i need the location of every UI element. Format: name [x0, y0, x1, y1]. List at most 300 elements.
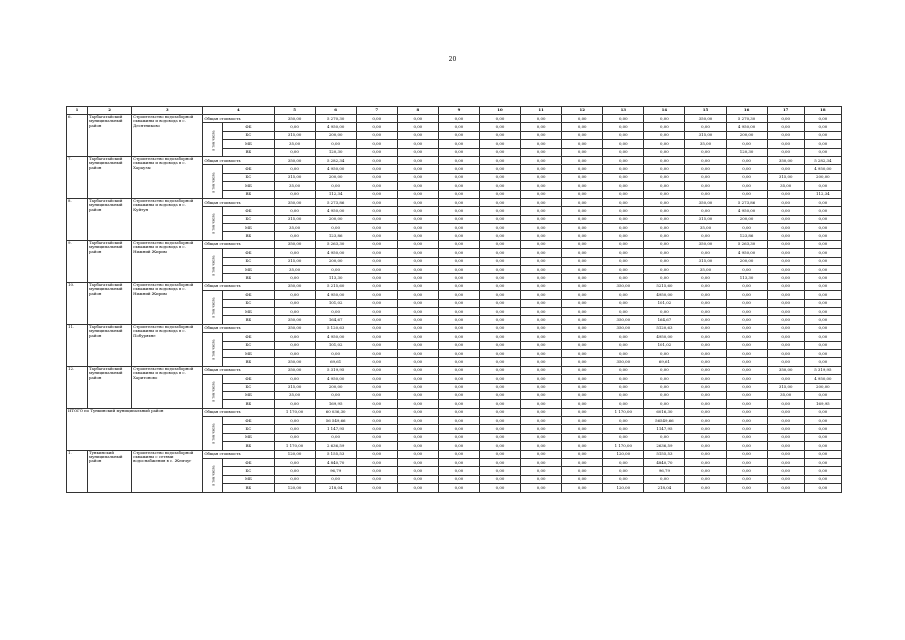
value-cell: 0,00	[767, 349, 804, 357]
district-name: Тарбагатайский муниципальный район	[88, 366, 132, 408]
value-cell: 0,00	[603, 224, 644, 232]
value-cell: 0,00	[644, 240, 685, 248]
value-cell: 0,00	[438, 467, 479, 475]
funding-source: БС	[223, 131, 274, 139]
project-name: Строительство водозаборной скважины с сетями водоснабжения в с. Жемчуг	[132, 450, 203, 492]
funding-source: ВБ	[223, 358, 274, 366]
value-cell: 0,00	[726, 433, 767, 441]
value-cell: 0,00	[397, 408, 438, 416]
value-cell: 0,00	[603, 140, 644, 148]
value-cell: 0,00	[562, 484, 603, 492]
value-cell: 1 170,00	[603, 442, 644, 450]
value-cell: 1147,95	[644, 425, 685, 433]
value-cell: 0,00	[315, 391, 356, 399]
value-cell: 0,00	[479, 131, 520, 139]
value-cell: 0,00	[603, 341, 644, 349]
value-cell: 0,00	[685, 366, 726, 374]
value-cell: 0,00	[644, 232, 685, 240]
value-cell: 0,00	[685, 316, 726, 324]
value-cell: 0,00	[479, 249, 520, 257]
value-cell: 0,00	[685, 400, 726, 408]
value-cell: 0,00	[644, 182, 685, 190]
value-cell: 0,00	[397, 115, 438, 123]
value-cell: 0,00	[685, 232, 726, 240]
value-cell: 123,86	[315, 232, 356, 240]
value-cell: 0,00	[438, 156, 479, 164]
value-cell: 0,00	[804, 274, 841, 282]
funding-source: ВБ	[223, 148, 274, 156]
value-cell: 0,00	[397, 148, 438, 156]
funding-source: ВБ	[223, 232, 274, 240]
value-cell: 0,00	[562, 173, 603, 181]
value-cell: 0,00	[356, 467, 397, 475]
value-cell: 0,00	[438, 391, 479, 399]
value-cell: 0,00	[804, 249, 841, 257]
value-cell: 0,00	[804, 349, 841, 357]
value-cell: 0,00	[767, 417, 804, 425]
value-cell: 0,00	[767, 400, 804, 408]
value-cell: 0,00	[562, 417, 603, 425]
value-cell: 0,00	[603, 375, 644, 383]
value-cell: 0,00	[479, 224, 520, 232]
value-cell: 200,00	[726, 215, 767, 223]
value-cell: 0,00	[438, 366, 479, 374]
value-cell: 0,00	[562, 291, 603, 299]
value-cell: 0,00	[603, 257, 644, 265]
value-cell: 0,00	[438, 282, 479, 290]
value-cell: 0,00	[685, 291, 726, 299]
value-cell: 0,00	[438, 299, 479, 307]
value-cell: 101,02	[315, 341, 356, 349]
value-cell: 0,00	[521, 182, 562, 190]
value-cell: 0,00	[521, 173, 562, 181]
value-cell: 0,00	[644, 207, 685, 215]
value-cell: 315,00	[274, 131, 315, 139]
value-cell: 0,00	[479, 341, 520, 349]
value-cell: 0,00	[521, 450, 562, 458]
column-header: 16	[726, 107, 767, 115]
value-cell: 0,00	[521, 190, 562, 198]
value-cell: 0,00	[804, 408, 841, 416]
value-cell: 0,00	[397, 324, 438, 332]
value-cell: 0,00	[726, 299, 767, 307]
value-cell: 0,00	[562, 450, 603, 458]
value-cell: 0,00	[603, 349, 644, 357]
value-cell: 0,00	[562, 316, 603, 324]
value-cell: 200,00	[726, 131, 767, 139]
value-cell: 0,00	[644, 366, 685, 374]
value-cell: 0,00	[804, 131, 841, 139]
value-cell: 0,00	[603, 383, 644, 391]
value-cell: 0,00	[767, 459, 804, 467]
value-cell: 0,00	[603, 467, 644, 475]
value-cell: 0,00	[521, 249, 562, 257]
value-cell: 5215,60	[644, 282, 685, 290]
value-cell: 0,00	[479, 324, 520, 332]
value-cell: 0,00	[726, 182, 767, 190]
value-cell: 0,00	[274, 333, 315, 341]
value-cell: 0,00	[767, 123, 804, 131]
split-label: в том числе:	[203, 417, 223, 451]
table-row	[67, 408, 842, 416]
row-number: 8.	[67, 198, 88, 240]
table-row	[67, 198, 842, 206]
value-cell: 0,00	[397, 249, 438, 257]
project-name: Строительство водозаборной скважины и водовода в с. Куйтун	[132, 198, 203, 240]
funding-source: ВБ	[223, 442, 274, 450]
value-cell: 0,00	[397, 383, 438, 391]
value-cell: 0,00	[397, 240, 438, 248]
value-cell: 0,00	[274, 433, 315, 441]
value-cell: 1 170,00	[603, 408, 644, 416]
value-cell: 0,00	[644, 349, 685, 357]
value-cell: 0,00	[356, 224, 397, 232]
table-body	[67, 107, 842, 493]
value-cell: 0,00	[356, 115, 397, 123]
value-cell: 0,00	[767, 333, 804, 341]
value-cell: 0,00	[603, 190, 644, 198]
value-cell: 0,00	[397, 341, 438, 349]
value-cell: 0,00	[603, 207, 644, 215]
value-cell: 0,00	[644, 148, 685, 156]
value-cell: 0,00	[685, 442, 726, 450]
value-cell: 0,00	[356, 324, 397, 332]
value-cell: 0,00	[479, 391, 520, 399]
value-cell: 0,00	[274, 307, 315, 315]
value-cell: 0,00	[685, 274, 726, 282]
column-header: 13	[603, 107, 644, 115]
column-header: 17	[767, 107, 804, 115]
funding-source: МБ	[223, 140, 274, 148]
value-cell: 4840,70	[644, 459, 685, 467]
value-cell: 0,00	[685, 123, 726, 131]
funding-source: ФБ	[223, 249, 274, 257]
value-cell: 0,00	[438, 165, 479, 173]
value-cell: 200,00	[804, 383, 841, 391]
value-cell: 0,00	[804, 307, 841, 315]
value-cell: 0,00	[438, 140, 479, 148]
value-cell: 0,00	[479, 316, 520, 324]
value-cell: 0,00	[603, 123, 644, 131]
value-cell: 0,00	[603, 215, 644, 223]
value-cell: 0,00	[274, 417, 315, 425]
value-cell: 0,00	[685, 182, 726, 190]
value-cell: 101,02	[315, 299, 356, 307]
value-cell: 0,00	[603, 291, 644, 299]
value-cell: 0,00	[685, 173, 726, 181]
value-cell: 315,00	[685, 215, 726, 223]
value-cell: 0,00	[397, 274, 438, 282]
value-cell: 0,00	[685, 324, 726, 332]
value-cell: 0,00	[356, 450, 397, 458]
value-cell: 0,00	[726, 417, 767, 425]
value-cell: 0,00	[603, 249, 644, 257]
value-cell: 0,00	[438, 400, 479, 408]
column-header: 14	[644, 107, 685, 115]
value-cell: 0,00	[804, 484, 841, 492]
value-cell: 164,67	[644, 316, 685, 324]
value-cell: 0,00	[274, 425, 315, 433]
value-cell: 101,02	[644, 341, 685, 349]
value-cell: 0,00	[397, 375, 438, 383]
project-name: Строительство водозаборной скважины и водовода в с. Нижний Жирим	[132, 282, 203, 324]
value-cell: 0,00	[438, 341, 479, 349]
value-cell: 0,00	[521, 408, 562, 416]
value-cell: 0,00	[521, 375, 562, 383]
value-cell: 0,00	[726, 173, 767, 181]
value-cell: 0,00	[479, 182, 520, 190]
value-cell: 0,00	[767, 131, 804, 139]
value-cell: 218,04	[315, 484, 356, 492]
value-cell: 0,00	[521, 383, 562, 391]
value-cell: 0,00	[767, 266, 804, 274]
value-cell: 0,00	[479, 307, 520, 315]
value-cell: 0,00	[726, 450, 767, 458]
funding-source: БС	[223, 299, 274, 307]
value-cell: 4950,00	[644, 291, 685, 299]
value-cell: 0,00	[356, 391, 397, 399]
value-cell: 0,00	[521, 425, 562, 433]
value-cell: 0,00	[521, 333, 562, 341]
value-cell: 0,00	[562, 215, 603, 223]
value-cell: 0,00	[479, 475, 520, 483]
funding-source: ВБ	[223, 190, 274, 198]
value-cell: 0,00	[479, 417, 520, 425]
value-cell: 5 273,86	[315, 198, 356, 206]
value-cell: 0,00	[356, 156, 397, 164]
value-cell: 350,00	[685, 115, 726, 123]
value-cell: 315,00	[685, 131, 726, 139]
value-cell: 0,00	[767, 450, 804, 458]
value-cell: 0,00	[397, 165, 438, 173]
value-cell: 0,00	[438, 333, 479, 341]
value-cell: 0,00	[562, 324, 603, 332]
value-cell: 0,00	[804, 148, 841, 156]
value-cell: 0,00	[804, 282, 841, 290]
value-cell: 0,00	[438, 215, 479, 223]
funding-source: БС	[223, 383, 274, 391]
value-cell: 0,00	[726, 291, 767, 299]
table-row	[67, 324, 842, 332]
value-cell: 0,00	[767, 249, 804, 257]
value-cell: 0,00	[562, 140, 603, 148]
value-cell: 0,00	[274, 400, 315, 408]
total-cost-label: Общая стоимость	[203, 115, 274, 123]
value-cell: 0,00	[562, 131, 603, 139]
value-cell: 120,30	[726, 148, 767, 156]
value-cell: 5 263,30	[315, 240, 356, 248]
value-cell: 0,00	[397, 450, 438, 458]
value-cell: 0,00	[438, 173, 479, 181]
value-cell: 0,00	[274, 375, 315, 383]
value-cell: 0,00	[274, 165, 315, 173]
value-cell: 0,00	[479, 165, 520, 173]
value-cell: 0,00	[685, 282, 726, 290]
value-cell: 0,00	[603, 182, 644, 190]
value-cell: 0,00	[356, 173, 397, 181]
value-cell: 5 273,86	[726, 198, 767, 206]
value-cell: 0,00	[726, 425, 767, 433]
project-name: Строительство водозаборной скважины и водовода в с. Хараузы	[132, 156, 203, 198]
row-number: 7.	[67, 156, 88, 198]
value-cell: 0,00	[767, 408, 804, 416]
value-cell: 0,00	[356, 417, 397, 425]
district-name: Тарбагатайский муниципальный район	[88, 324, 132, 366]
value-cell: 0,00	[726, 408, 767, 416]
table-row	[67, 450, 842, 458]
value-cell: 35,00	[274, 224, 315, 232]
split-label: в том числе:	[203, 207, 223, 241]
value-cell: 0,00	[644, 165, 685, 173]
value-cell: 4 950,00	[315, 291, 356, 299]
value-cell: 0,00	[644, 375, 685, 383]
value-cell: 0,00	[644, 475, 685, 483]
value-cell: 0,00	[479, 408, 520, 416]
value-cell: 350,00	[685, 198, 726, 206]
total-cost-label: Общая стоимость	[203, 324, 274, 332]
value-cell: 0,00	[356, 291, 397, 299]
column-header: 12	[562, 107, 603, 115]
value-cell: 0,00	[726, 266, 767, 274]
value-cell: 0,00	[726, 358, 767, 366]
value-cell: 0,00	[315, 433, 356, 441]
value-cell: 0,00	[397, 442, 438, 450]
value-cell: 0,00	[644, 140, 685, 148]
value-cell: 0,00	[521, 224, 562, 232]
funding-source: ВБ	[223, 316, 274, 324]
value-cell: 0,00	[562, 459, 603, 467]
value-cell: 0,00	[397, 257, 438, 265]
value-cell: 0,00	[315, 307, 356, 315]
value-cell: 0,00	[274, 349, 315, 357]
value-cell: 0,00	[521, 324, 562, 332]
value-cell: 0,00	[397, 333, 438, 341]
value-cell: 0,00	[438, 266, 479, 274]
value-cell: 0,00	[804, 459, 841, 467]
value-cell: 0,00	[562, 467, 603, 475]
value-cell: 0,00	[479, 349, 520, 357]
value-cell: 0,00	[438, 417, 479, 425]
value-cell: 0,00	[438, 316, 479, 324]
value-cell: 0,00	[356, 249, 397, 257]
value-cell: 0,00	[479, 400, 520, 408]
value-cell: 4 950,00	[726, 123, 767, 131]
value-cell: 200,00	[315, 257, 356, 265]
total-label: ИТОГО по Тункинский муниципальный район	[67, 408, 203, 450]
value-cell: 0,00	[726, 140, 767, 148]
value-cell: 0,00	[767, 324, 804, 332]
value-cell: 0,00	[804, 316, 841, 324]
value-cell: 60 036,30	[315, 408, 356, 416]
funding-source: БС	[223, 341, 274, 349]
value-cell: 0,00	[767, 425, 804, 433]
value-cell: 4 950,00	[726, 249, 767, 257]
value-cell: 0,00	[356, 400, 397, 408]
column-header: 15	[685, 107, 726, 115]
row-number: 11.	[67, 324, 88, 366]
value-cell: 0,00	[804, 182, 841, 190]
value-cell: 0,00	[397, 425, 438, 433]
value-cell: 0,00	[521, 274, 562, 282]
value-cell: 0,00	[479, 232, 520, 240]
value-cell: 0,00	[356, 299, 397, 307]
value-cell: 0,00	[804, 442, 841, 450]
value-cell: 0,00	[685, 165, 726, 173]
value-cell: 0,00	[356, 182, 397, 190]
value-cell: 0,00	[644, 400, 685, 408]
value-cell: 0,00	[397, 266, 438, 274]
value-cell: 0,00	[562, 425, 603, 433]
value-cell: 0,00	[767, 375, 804, 383]
header-row	[67, 107, 842, 115]
value-cell: 200,00	[726, 257, 767, 265]
value-cell: 0,00	[521, 257, 562, 265]
value-cell: 0,00	[479, 358, 520, 366]
value-cell: 0,00	[521, 391, 562, 399]
value-cell: 350,00	[603, 282, 644, 290]
value-cell: 0,00	[562, 249, 603, 257]
value-cell: 0,00	[685, 467, 726, 475]
value-cell: 315,00	[767, 173, 804, 181]
funding-source: ФБ	[223, 417, 274, 425]
value-cell: 35,00	[685, 140, 726, 148]
value-cell: 0,00	[644, 224, 685, 232]
value-cell: 0,00	[356, 433, 397, 441]
value-cell: 0,00	[356, 240, 397, 248]
value-cell: 112,34	[315, 190, 356, 198]
value-cell: 0,00	[479, 266, 520, 274]
funding-source: БС	[223, 425, 274, 433]
value-cell: 0,00	[767, 433, 804, 441]
value-cell: 120,00	[603, 450, 644, 458]
value-cell: 0,00	[685, 349, 726, 357]
value-cell: 0,00	[521, 240, 562, 248]
value-cell: 5 282,34	[804, 156, 841, 164]
value-cell: 0,00	[603, 475, 644, 483]
value-cell: 0,00	[274, 232, 315, 240]
value-cell: 0,00	[767, 467, 804, 475]
funding-source: БС	[223, 467, 274, 475]
value-cell: 56 549,66	[315, 417, 356, 425]
value-cell: 0,00	[767, 274, 804, 282]
value-cell: 350,00	[767, 156, 804, 164]
value-cell: 0,00	[438, 433, 479, 441]
value-cell: 0,00	[562, 165, 603, 173]
value-cell: 0,00	[562, 148, 603, 156]
value-cell: 0,00	[685, 333, 726, 341]
table-row	[67, 115, 842, 123]
value-cell: 0,00	[479, 240, 520, 248]
value-cell: 0,00	[438, 425, 479, 433]
value-cell: 101,02	[644, 299, 685, 307]
value-cell: 0,00	[603, 299, 644, 307]
value-cell: 0,00	[562, 400, 603, 408]
value-cell: 120,30	[315, 148, 356, 156]
table-row	[67, 366, 842, 374]
value-cell: 0,00	[603, 366, 644, 374]
value-cell: 113,30	[315, 274, 356, 282]
value-cell: 0,00	[356, 198, 397, 206]
value-cell: 0,00	[685, 190, 726, 198]
value-cell: 4 840,70	[315, 459, 356, 467]
value-cell: 0,00	[479, 173, 520, 181]
value-cell: 0,00	[726, 307, 767, 315]
value-cell: 0,00	[804, 417, 841, 425]
row-number: 1.	[67, 450, 88, 492]
funding-source: ВБ	[223, 274, 274, 282]
value-cell: 0,00	[356, 316, 397, 324]
district-name: Тарбагатайский муниципальный район	[88, 115, 132, 157]
